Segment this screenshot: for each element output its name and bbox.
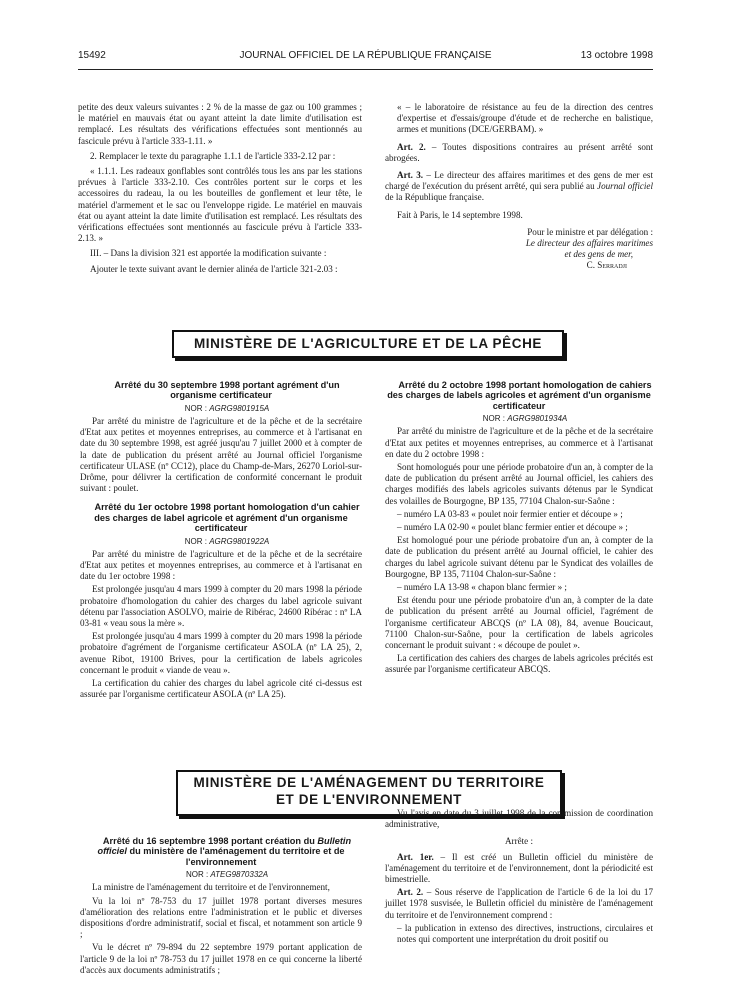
ministry-heading-line: ET DE L'ENVIRONNEMENT (275, 792, 463, 807)
list-item: – numéro LA 02-90 « poulet blanc fermier entier et découpe » ; (397, 522, 628, 533)
signatory-name: C. Serradji (586, 260, 627, 271)
paragraph: Est homologué pour une période probatoire d'un an, à compter de la date de publication du présent arrêté au Journal officiel, le cahier des charges du label agricole suivant détenu par le Syndicat des volailles de Bourgogne, BP 135, 71104 Chalon-sur-Saône : (385, 535, 653, 579)
paragraph: Par arrêté du ministre de l'agriculture et de la pêche et de la secrétaire d'Etat aux petites et moyennes entreprises, au commerce et à l'artisanat en date du 1er octobre 1998 : (80, 548, 362, 582)
journal-title: JOURNAL OFFICIEL DE LA RÉPUBLIQUE FRANÇAISE (239, 50, 492, 61)
paragraph: Est prolongée jusqu'au 4 mars 1999 à compter du 20 mars 1998 la période probatoire d'agrément de l'organisme certificateur ASOLA (nº LA 25), 2, avenue Ribot, 19100 Brives, pour la certification de labels agricoles concernant le produit « viande de veau ». (80, 631, 362, 675)
paragraph: petite des deux valeurs suivantes : 2 % de la masse de gaz ou 100 grammes ; le matériel en mauvais état ou ayant atteint la date limite d'utilisation est remplacé. Les résultats des vérifications effectuées sont mentionnés au fascicule prévu à l'article 333-1.11. » (78, 102, 362, 146)
ministry-heading: MINISTÈRE DE L'AGRICULTURE ET DE LA PÊCHE (172, 330, 564, 358)
list-item: « – le laboratoire de résistance au feu de la direction des centres d'expertise et d'essais/groupe d'étude et de recherche en balistique, armes et munitions (DCE/GERBAM). » (397, 102, 653, 135)
issue-date: 13 octobre 1998 (580, 50, 653, 61)
list-item: – numéro LA 13-98 « chapon blanc fermier » ; (397, 582, 567, 593)
article-3: Art. 3. – Le directeur des affaires maritimes et des gens de mer est chargé de l'exécution du présent arrêté, qui sera publié au Journal officiel de la République française. (385, 170, 653, 203)
env-left-column (80, 836, 362, 978)
paragraph: Par arrêté du ministre de l'agriculture et de la pêche et de la secrétaire d'Etat aux petites et moyennes entreprises, au commerce et à l'artisanat en date du 30 septembre 1998, est agréé jusqu'au 7 juillet 2000 et à compter de la date de publication du présent arrêté au Journal officiel l'organisme certificateur ULASE (nº CC12), place du Champ-de-Mars, 26270 Loriol-sur-Drôme, pour délivrer la certification de conformité concernant le produit suivant : poulet. (80, 416, 362, 494)
paragraph: Vu l'avis en date du 3 juillet 1998 de la commission de coordination administrative, (385, 808, 653, 830)
paragraph: 2. Remplacer le texte du paragraphe 1.1.1 de l'article 333-2.12 par : (90, 150, 336, 161)
page-header (78, 50, 653, 64)
signing-place-date: Fait à Paris, le 14 septembre 1998. (397, 209, 523, 220)
top-left-column (78, 102, 362, 277)
list-item: – numéro LA 03-83 « poulet noir fermier entier et découpe » ; (397, 508, 623, 519)
article-2: Art. 2. – Toutes dispositions contraires au présent arrêté sont abrogées. (385, 141, 653, 163)
paragraph: Par arrêté du ministre de l'agriculture et de la pêche et de la secrétaire d'Etat aux petites et moyennes entreprises, au commerce et à l'artisanat en date du 2 octobre 1998 : (385, 426, 653, 459)
nor-code: NOR : AGRG9801915A (184, 403, 270, 413)
paragraph: Est prolongée jusqu'au 4 mars 1999 à compter du 20 mars 1998 la période probatoire d'homologation du cahier des charges du label agricole suivant détenu par l'association ASOLVO, mairie de Ribérac, 24600 Ribérac : nº LA 03-81 « veau sous la mère ». (80, 584, 362, 629)
paragraph: III. – Dans la division 321 est apportée la modification suivante : (90, 248, 327, 259)
paragraph: Est étendu pour une période probatoire d'un an, à compter de la date de publication du présent arrêté au Journal officiel, l'agrément de l'organisme certificateur ABCQS (nº LA 08), 84, avenue Boucicaut, 71100 Chalon-sur-Saône, pour la certification de labels agricoles concernant le produit suivant : « découpe de poulet ». (385, 595, 653, 651)
paragraph: La ministre de l'aménagement du territoire et de l'environnement, (92, 882, 330, 893)
header-rule (78, 69, 653, 70)
decree-title: Arrêté du 1er octobre 1998 portant homologation d'un cahier des charges de label agricole et agrément d'un organisme certificateur (94, 502, 360, 534)
agri-left-column (80, 380, 362, 703)
ministry-heading-line: MINISTÈRE DE L'AMÉNAGEMENT DU TERRITOIRE (193, 775, 545, 790)
paragraph: « 1.1.1. Les radeaux gonflables sont contrôlés tous les ans par les stations prévues à l'article 333-2.10. Ces contrôles portent sur le corps et les accessoires du radeau, la ou les bouteilles de gonflement et leur tête, le matériel d'armement et le sac ou l'enveloppe rigide. Le matériel en mauvais état ou ayant atteint la date limite d'utilisation est remplacé. Les résultats des vérifications effectuées sont mentionnés au fascicule prévu à l'article 333-2.13. » (78, 166, 362, 244)
arrete-label: Arrête : (504, 836, 534, 847)
env-right-column (385, 808, 653, 947)
decree-title: Arrêté du 30 septembre 1998 portant agrément d'un organisme certificateur (114, 380, 340, 401)
nor-code: NOR : AGRG9801934A (482, 414, 568, 424)
paragraph: La certification du cahier des charges du label agricole cité ci-dessus est assurée par l'organisme certificateur ASOLA (nº LA 25). (80, 678, 362, 700)
signature-line: Pour le ministre et par délégation : (527, 226, 653, 237)
nor-code: NOR : AGRG9801922A (184, 536, 270, 546)
signature-title: Le directeur des affaires maritimes (525, 238, 653, 249)
page-number: 15492 (78, 50, 106, 61)
article-2: Art. 2. – Sous réserve de l'application de l'article 6 de la loi du 17 juillet 1978 susvisée, le Bulletin officiel du ministère de l'aménagement du territoire et de l'environnement comprend : (385, 887, 654, 920)
paragraph: Vu la loi nº 78-753 du 17 juillet 1978 portant diverses mesures d'amélioration des relations entre l'administration et le public et diverses dispositions d'ordre administratif, social et fiscal, et notamment son article 9 ; (80, 895, 362, 940)
paragraph: Ajouter le texte suivant avant le dernier alinéa de l'article 321-2.03 : (90, 263, 338, 274)
list-item: – la publication in extenso des directives, instructions, circulaires et notes qui comportent une interprétation du droit positif ou (397, 922, 653, 945)
decree-title: Arrêté du 2 octobre 1998 portant homologation de cahiers des charges de labels agricoles et agrément d'un organisme certificateur (387, 380, 652, 411)
paragraph: La certification des cahiers des charges de labels agricoles précités est assurée par l'organisme certificateur ABCQS. (385, 653, 653, 675)
decree-title: Arrêté du 16 septembre 1998 portant création du Bulletin officiel du ministère de l'aménagement du territoire et de l'environnement (97, 836, 352, 867)
agri-right-column (385, 380, 653, 678)
paragraph: Sont homologués pour une période probatoire d'un an, à compter de la date de publication du présent arrêté au Journal officiel, les cahiers des charges modifiés des labels agricoles suivants détenus par le Syndicat des volailles de Bourgogne, BP 135, 77104 Chalon-sur-Saône : (385, 462, 653, 506)
nor-code: NOR : ATEG9870332A (185, 870, 269, 880)
article-1: Art. 1er. – Il est créé un Bulletin officiel du ministère de l'aménagement du territoire et de l'environnement, dont la périodicité est bimestrielle. (385, 851, 653, 885)
signature-title: et des gens de mer, (564, 249, 633, 260)
top-right-column (385, 102, 653, 272)
paragraph: Vu le décret nº 79-894 du 22 septembre 1979 portant application de l'article 9 de la loi nº 78-753 du 17 juillet 1978 en ce qui concerne la liberté d'accès aux documents administratifs ; (80, 942, 362, 975)
